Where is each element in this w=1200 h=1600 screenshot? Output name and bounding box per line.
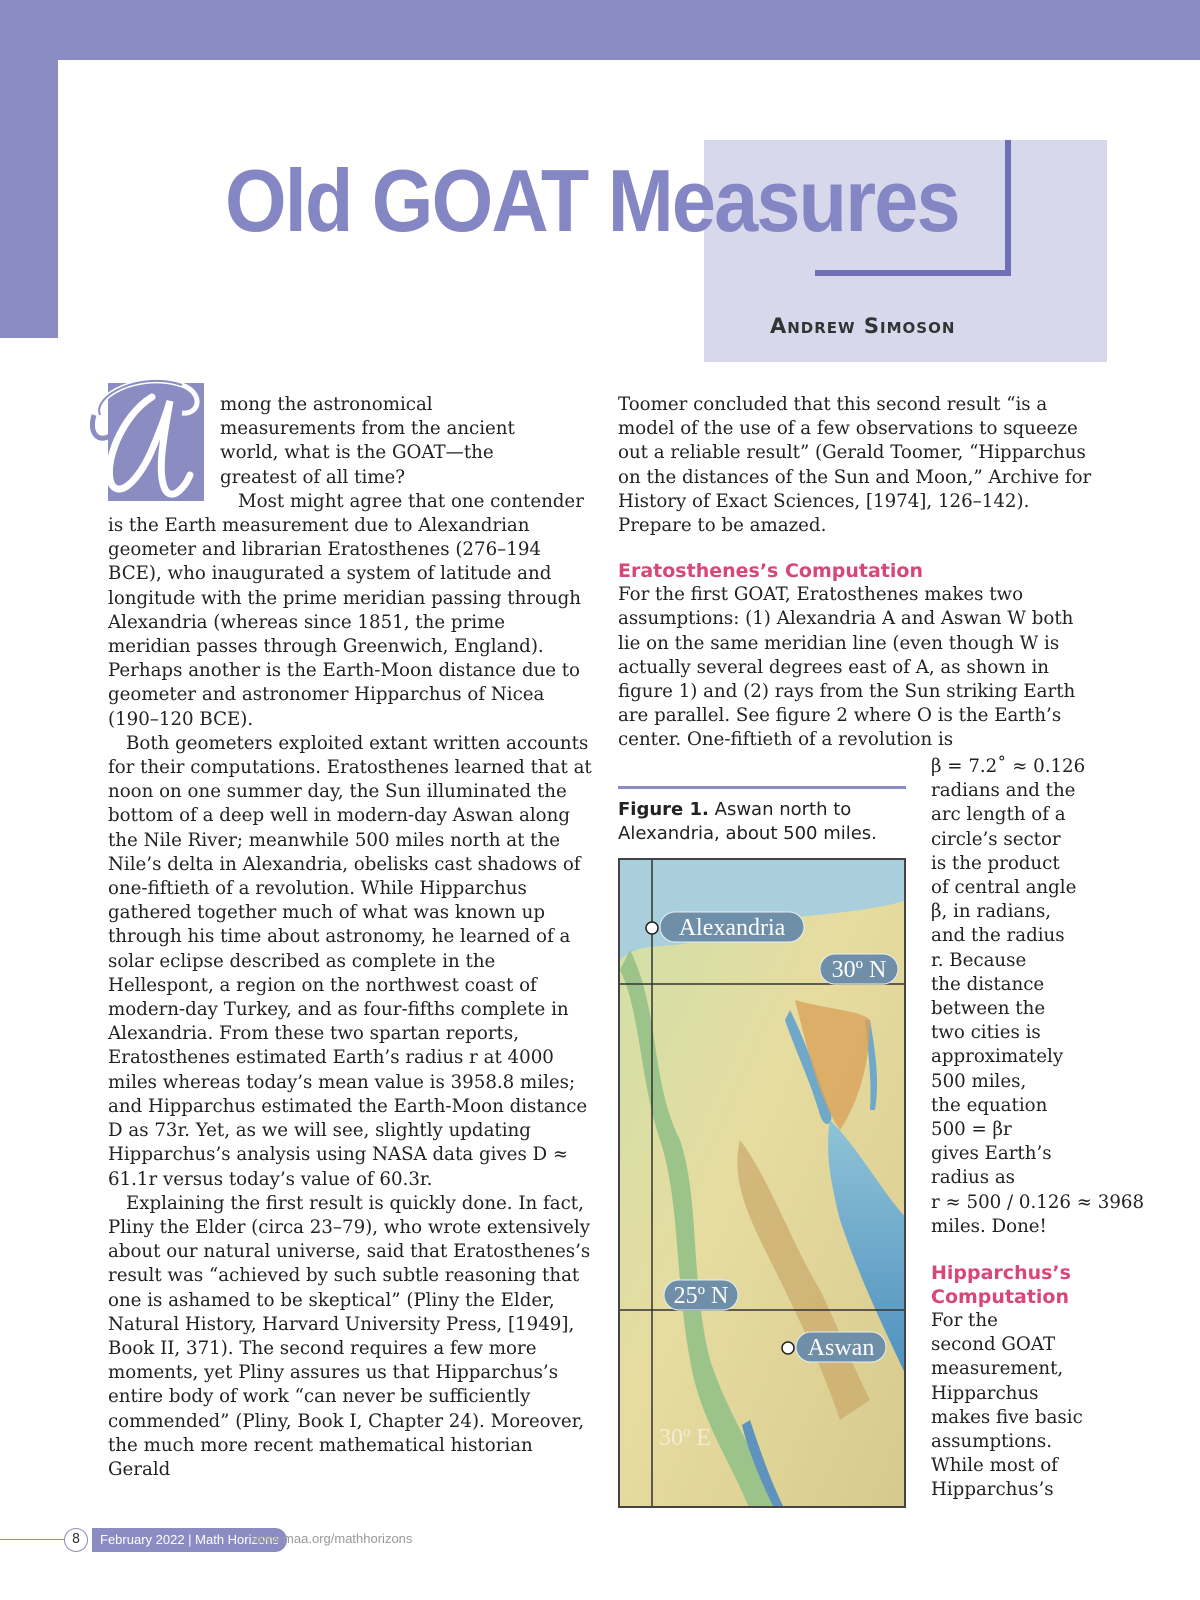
issue-label: February 2022 | Math Horizons xyxy=(92,1528,287,1552)
text-line: β = 7.2˚ ≈ 0.126 xyxy=(931,756,1086,777)
figure-rule xyxy=(618,786,906,789)
text-line: assumptions. xyxy=(931,1431,1053,1453)
text-line: makes five basic xyxy=(931,1406,1083,1428)
author-name: Andrew Simoson xyxy=(770,314,956,338)
top-banner xyxy=(0,0,1200,60)
section-heading: Hipparchus’s xyxy=(931,1262,1071,1285)
text-line: is the product xyxy=(931,852,1060,874)
text-line: While most of xyxy=(931,1455,1058,1477)
map-label-lon: 30º E xyxy=(658,1425,712,1451)
text-line: the distance xyxy=(931,973,1045,995)
intro-lines xyxy=(108,393,593,490)
page-footer xyxy=(0,1525,600,1555)
map-label-alexandria: Alexandria xyxy=(678,915,786,941)
article-title: Old GOAT Measures xyxy=(225,151,959,250)
text-line: approximately xyxy=(931,1046,1064,1068)
text-line: β, in radians, xyxy=(931,901,1052,923)
text-line: measurement, xyxy=(931,1358,1064,1380)
left-banner xyxy=(0,0,58,338)
column-2 xyxy=(618,393,1098,753)
intro-line: mong the astronomical xyxy=(220,394,433,415)
text-line: and the radius xyxy=(931,925,1065,947)
intro-line: world, what is the GOAT—the xyxy=(220,442,494,464)
text-line: arc length of a xyxy=(931,804,1066,826)
relief-map xyxy=(620,860,906,1508)
text-line: second GOAT xyxy=(931,1334,1056,1356)
text-line: circle’s sector xyxy=(931,828,1061,850)
map-label-aswan: Aswan xyxy=(807,1335,875,1361)
map-label-lat-south: 25º N xyxy=(673,1283,729,1309)
text-line: r ≈ 500 / 0.126 ≈ 3968 xyxy=(931,1191,1145,1213)
text-line: miles. Done! xyxy=(931,1215,1047,1237)
page-number: 8 xyxy=(64,1528,88,1552)
text-line: radians and the xyxy=(931,780,1076,802)
footer-rule xyxy=(0,1539,64,1540)
text-line: For the xyxy=(931,1310,998,1332)
section-heading: Computation xyxy=(931,1286,1070,1309)
aswan-marker xyxy=(782,1342,794,1354)
figure-caption-text: Aswan north to Alexandria, about 500 miles. xyxy=(618,799,877,844)
intro-line: measurements from the ancient xyxy=(220,418,515,440)
column-1 xyxy=(108,393,593,1482)
text-line: 500 miles, xyxy=(931,1070,1027,1092)
paragraph: Toomer concluded that this second result “is a model of the use of a few observations to squeeze out a reliable result” (Gerald Toomer, “Hipparchus on the distances of the Sun and Moon,” Archive for History of Exact Sciences, [1974], 126–142). Prepare to be amazed. xyxy=(618,394,1092,537)
figure-caption xyxy=(618,798,918,846)
paragraph: Most might agree that one contender is the Earth measurement due to Alexandrian geometer and librarian Eratosthenes (276–194 BCE), who inaugurated a system of latitude and longitude with the prime meridian passing through Alexandria (whereas since 1851, the prime meridian passes through Greenwich, England). Perhaps another is the Earth-Moon distance due to geometer and astronomer Hipparchus of Nicea (190–120 BCE). xyxy=(108,490,584,730)
section-heading: Eratosthenes’s Computation xyxy=(618,560,923,583)
text-line: gives Earth’s xyxy=(931,1143,1052,1165)
text-line: r. Because xyxy=(931,949,1027,971)
text-line: the equation xyxy=(931,1094,1048,1116)
text-line: Hipparchus xyxy=(931,1382,1039,1404)
text-line: radius as xyxy=(931,1167,1016,1189)
text-line: Hipparchus’s xyxy=(931,1479,1054,1501)
map-label-lat-north: 30º N xyxy=(831,957,887,983)
footer-url[interactable]: www.maa.org/mathhorizons xyxy=(252,1531,413,1546)
alexandria-marker xyxy=(646,922,658,934)
paragraph: For the first GOAT, Eratosthenes makes two assumptions: (1) Alexandria A and Aswan W both lie on the same meridian line (even though W is actually several degrees east of A, as shown in figure 1) and (2) rays from the Sun striking Earth are parallel. See figure 2 where O is the Earth’s center. One-fiftieth of a revolution is xyxy=(618,584,1076,751)
figure-map xyxy=(618,858,906,1508)
intro-line: greatest of all time? xyxy=(220,466,406,488)
text-line: 500 = βr xyxy=(931,1119,1012,1141)
text-line: two cities is xyxy=(931,1022,1041,1044)
paragraph: Both geometers exploited extant written accounts for their computations. Eratosthenes learned that at noon on one summer day, the Sun illuminated the bottom of a deep well in modern-day Aswan along the Nile River; meanwhile 500 miles north at the Nile’s delta in Alexandria, obelisks cast shadows of one-fiftieth of a revolution. While Hipparchus gathered together much of what was known up through his time about astronomy, he learned of a solar eclipse described as complete in the Hellespont, a region on the northwest coast of modern-day Turkey, and as four-fifths complete in Alexandria. From these two spartan reports, Eratosthenes estimated Earth’s radius r at 4000 miles whereas today’s mean value is 3958.8 miles; and Hipparchus estimated the Earth-Moon distance D as 73r. Yet, as we will see, slightly updating Hipparchus’s analysis using NASA data gives D ≈ 61.1r versus today’s value of 60.3r. xyxy=(108,732,592,1190)
text-line: of central angle xyxy=(931,877,1077,899)
column-3 xyxy=(931,755,1151,1503)
text-line: between the xyxy=(931,998,1046,1020)
paragraph: Explaining the first result is quickly done. In fact, Pliny the Elder (circa 23–79), who wrote extensively about our natural universe, said that Eratosthenes’s result was “achieved by such subtle reasoning that one is ashamed to be skeptical” (Pliny the Elder, Natural History, Harvard University Press, [1949], Book II, 371). The second requires a few more moments, yet Pliny assures us that Hipparchus’s entire body of work “can never be sufficiently commended” (Pliny, Book I, Chapter 24). Moreover, the much more recent mathematical historian Gerald xyxy=(108,1192,591,1480)
figure-label: Figure 1. xyxy=(618,799,709,820)
